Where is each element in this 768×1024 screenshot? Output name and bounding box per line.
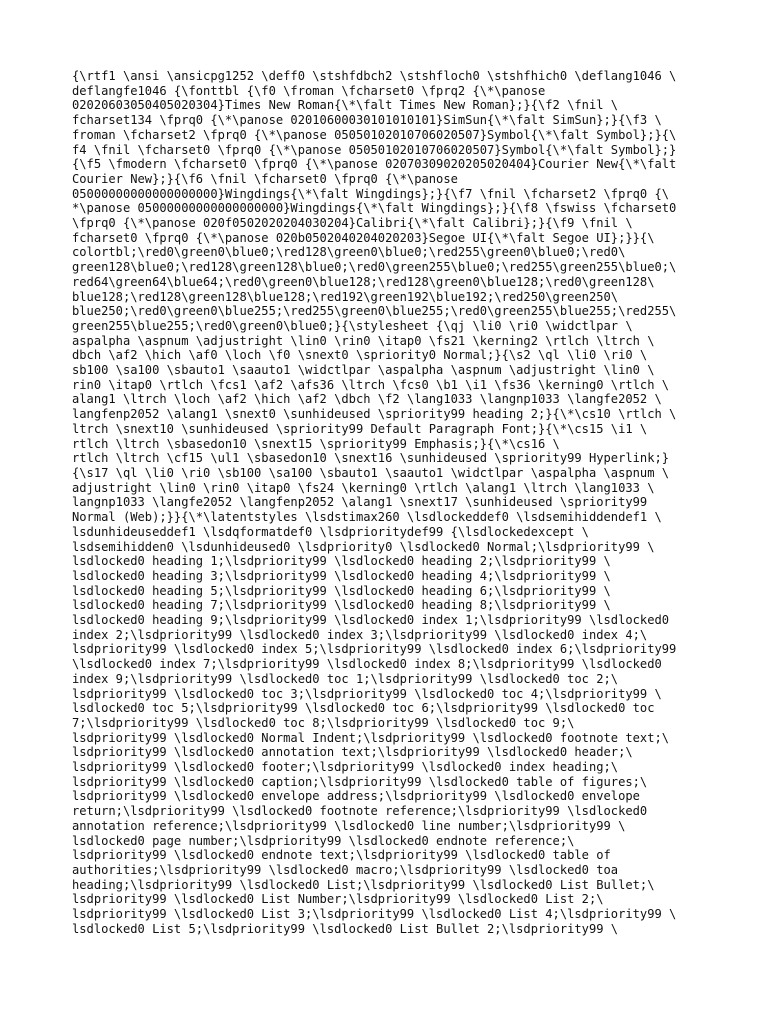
text-line: lsdunhideuseddef1 \lsdqformatdef0 \lsdprioritydef99 {\lsdlockedexcept \ [72,524,589,539]
text-line: fcharset134 \fprq0 {\*\panose 02010600030101010101}SimSun{\*\falt SimSun};}{\f3 \ [72,113,662,128]
rtf-source-text [72,69,712,936]
text-line: lsdpriority99 \lsdlocked0 caption;\lsdpriority99 \lsdlocked0 table of figures;\ [72,774,648,789]
text-line: lsdpriority99 \lsdlocked0 toc 3;\lsdpriority99 \lsdlocked0 toc 4;\lsdpriority99 \ [72,686,662,701]
text-line: aspalpha \aspnum \adjustright \lin0 \rin0 \itap0 \fs21 \kerning2 \rtlch \ltrch \ [72,333,655,348]
text-line: 05000000000000000000}Wingdings{\*\falt Wingdings};}{\f7 \fnil \fcharset2 \fprq0 {\ [72,186,670,201]
text-line: {\s17 \ql \li0 \ri0 \sb100 \sa100 \sbauto1 \saauto1 \widctlpar \aspalpha \aspnum \ [72,465,670,480]
text-line: rtlch \ltrch \sbasedon10 \snext15 \spriority99 Emphasis;}{\*\cs16 \ [72,436,560,451]
text-line: rtlch \ltrch \cf15 \ul1 \sbasedon10 \snext16 \sunhideused \spriority99 Hyperlink;} [72,451,670,466]
text-line: ltrch \snext10 \sunhideused \spriority99 Default Paragraph Font;}{\*\cs15 \i1 \ [72,421,648,436]
text-line: langnp1033 \langfe2052 \langfenp2052 \alang1 \snext17 \sunhideused \spriority99 [72,495,648,510]
text-line: *\panose 05000000000000000000}Wingdings{\*\falt Wingdings};}{\f8 \fswiss \fcharset0 [72,201,677,216]
text-line: lsdlocked0 heading 1;\lsdpriority99 \lsdlocked0 heading 2;\lsdpriority99 \ [72,554,611,569]
text-line: green255\blue255;\red0\green0\blue0;}{\stylesheet {\qj \li0 \ri0 \widctlpar \ [72,318,633,333]
text-line: blue250;\red0\green0\blue255;\red255\green0\blue255;\red0\green255\blue255;\red255\ [72,304,677,319]
text-line: langfenp2052 \alang1 \snext0 \sunhideused \spriority99 heading 2;}{\*\cs10 \rtlch \ [72,407,677,422]
text-line: lsdlocked0 toc 5;\lsdpriority99 \lsdlocked0 toc 6;\lsdpriority99 \lsdlocked0 toc [72,701,655,716]
text-line: {\f5 \fmodern \fcharset0 \fprq0 {\*\panose 02070309020205020404}Courier New{\*\falt [72,157,677,172]
text-line: alang1 \ltrch \loch \af2 \hich \af2 \dbch \f2 \lang1033 \langnp1033 \langfe2052 \ [72,392,662,407]
text-line: lsdpriority99 \lsdlocked0 List 3;\lsdpriority99 \lsdlocked0 List 4;\lsdpriority99 \ [72,907,677,922]
text-line: lsdpriority99 \lsdlocked0 List Number;\lsdpriority99 \lsdlocked0 List 2;\ [72,892,604,907]
text-line: blue128;\red128\green128\blue128;\red192\green192\blue192;\red250\green250\ [72,289,619,304]
text-line: fcharset0 \fprq0 {\*\panose 020b0502040204020203}Segoe UI{\*\falt Segoe UI};}}{\ [72,230,655,245]
text-line: sb100 \sa100 \sbauto1 \saauto1 \widctlpar \aspalpha \aspnum \adjustright \lin0 \ [72,363,655,378]
text-line: heading;\lsdpriority99 \lsdlocked0 List;\lsdpriority99 \lsdlocked0 List Bullet;\ [72,877,655,892]
text-line: lsdlocked0 heading 7;\lsdpriority99 \lsdlocked0 heading 8;\lsdpriority99 \ [72,598,611,613]
text-line: f4 \fnil \fcharset0 \fprq0 {\*\panose 05050102010706020507}Symbol{\*\falt Symbol};} [72,142,677,157]
text-line: index 9;\lsdpriority99 \lsdlocked0 toc 1;\lsdpriority99 \lsdlocked0 toc 2;\ [72,671,619,686]
text-line: adjustright \lin0 \rin0 \itap0 \fs24 \kerning0 \rtlch \alang1 \ltrch \lang1033 \ [72,480,655,495]
text-line: green128\blue0;\red128\green128\blue0;\red0\green255\blue0;\red255\green255\blue0;\ [72,260,677,275]
text-line: colortbl;\red0\green0\blue0;\red128\green0\blue0;\red255\green0\blue0;\red0\ [72,245,626,260]
text-line: froman \fcharset2 \fprq0 {\*\panose 05050102010706020507}Symbol{\*\falt Symbol};}{\ [72,127,677,142]
text-line: annotation reference;\lsdpriority99 \lsdlocked0 line number;\lsdpriority99 \ [72,818,626,833]
text-line: Courier New};}{\f6 \fnil \fcharset0 \fprq0 {\*\panose [72,171,458,186]
text-line: index 2;\lsdpriority99 \lsdlocked0 index 3;\lsdpriority99 \lsdlocked0 index 4;\ [72,627,648,642]
text-line: {\rtf1 \ansi \ansicpg1252 \deff0 \stshfdbch2 \stshfloch0 \stshfhich0 \deflang1046 \ [72,69,677,83]
text-line: red64\green64\blue64;\red0\green0\blue128;\red128\green0\blue128;\red0\green128\ [72,274,655,289]
text-line: authorities;\lsdpriority99 \lsdlocked0 macro;\lsdpriority99 \lsdlocked0 toa [72,862,619,877]
text-line: lsdsemihidden0 \lsdunhideused0 \lsdpriority0 \lsdlocked0 Normal;\lsdpriority99 \ [72,539,655,554]
text-line: rin0 \itap0 \rtlch \fcs1 \af2 \afs36 \ltrch \fcs0 \b1 \i1 \fs36 \kerning0 \rtlch \ [72,377,670,392]
text-line: dbch \af2 \hich \af0 \loch \f0 \snext0 \spriority0 Normal;}{\s2 \ql \li0 \ri0 \ [72,348,648,363]
text-line: 02020603050405020304}Times New Roman{\*\falt Times New Roman};}{\f2 \fnil \ [72,98,619,113]
text-line: return;\lsdpriority99 \lsdlocked0 footnote reference;\lsdpriority99 \lsdlocked0 [72,804,648,819]
text-line: lsdlocked0 page number;\lsdpriority99 \lsdlocked0 endnote reference;\ [72,833,575,848]
text-line: lsdpriority99 \lsdlocked0 envelope address;\lsdpriority99 \lsdlocked0 envelope [72,789,640,804]
text-line: 7;\lsdpriority99 \lsdlocked0 toc 8;\lsdpriority99 \lsdlocked0 toc 9;\ [72,715,575,730]
text-line: deflangfe1046 {\fonttbl {\f0 \froman \fcharset0 \fprq2 {\*\panose [72,83,546,98]
text-line: lsdlocked0 heading 9;\lsdpriority99 \lsdlocked0 index 1;\lsdpriority99 \lsdlocked0 [72,613,670,628]
text-line: lsdpriority99 \lsdlocked0 annotation text;\lsdpriority99 \lsdlocked0 header;\ [72,745,633,760]
text-line: lsdlocked0 heading 3;\lsdpriority99 \lsdlocked0 heading 4;\lsdpriority99 \ [72,568,611,583]
text-line: lsdpriority99 \lsdlocked0 footer;\lsdpriority99 \lsdlocked0 index heading;\ [72,760,619,775]
text-line: lsdpriority99 \lsdlocked0 index 5;\lsdpriority99 \lsdlocked0 index 6;\lsdpriority99 [72,642,677,657]
text-line: lsdpriority99 \lsdlocked0 Normal Indent;\lsdpriority99 \lsdlocked0 footnote text;\ [72,730,670,745]
text-line: \fprq0 {\*\panose 020f0502020204030204}Calibri{\*\falt Calibri};}{\f9 \fnil \ [72,216,633,231]
text-line: lsdlocked0 heading 5;\lsdpriority99 \lsdlocked0 heading 6;\lsdpriority99 \ [72,583,611,598]
text-line: lsdlocked0 List 5;\lsdpriority99 \lsdlocked0 List Bullet 2;\lsdpriority99 \ [72,921,619,936]
text-line: Normal (Web);}}{\*\latentstyles \lsdstimax260 \lsdlockeddef0 \lsdsemihiddendef1 \ [72,510,662,525]
text-line: lsdpriority99 \lsdlocked0 endnote text;\lsdpriority99 \lsdlocked0 table of [72,848,611,863]
text-line: \lsdlocked0 index 7;\lsdpriority99 \lsdlocked0 index 8;\lsdpriority99 \lsdlocked0 [72,657,662,672]
